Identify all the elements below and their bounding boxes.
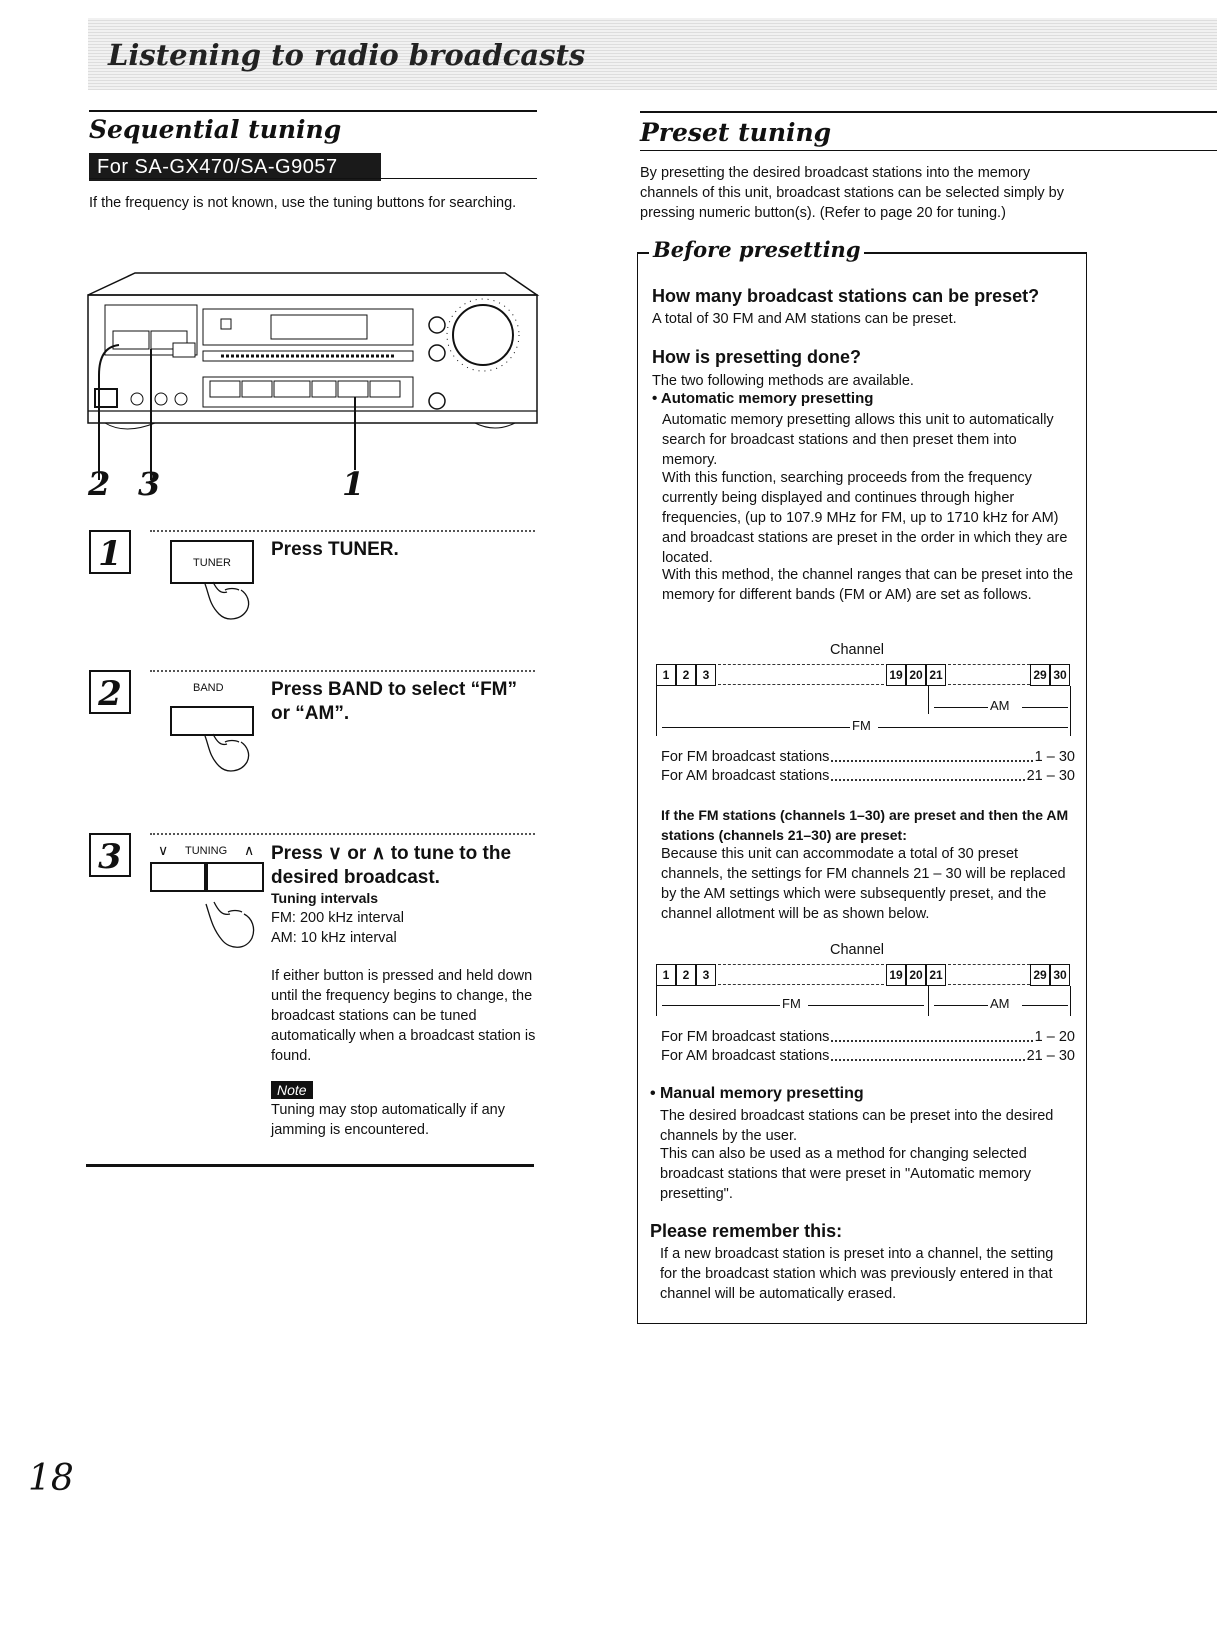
channel-cell: 29 bbox=[1030, 964, 1050, 986]
am-row-label: For AM broadcast stations bbox=[661, 1048, 830, 1064]
fm-row-label: For FM broadcast stations bbox=[661, 1029, 830, 1045]
tuner-button: TUNER bbox=[170, 540, 254, 584]
question-2: How is presetting done? bbox=[652, 347, 862, 367]
step-divider bbox=[150, 670, 535, 672]
channel-cell: 1 bbox=[656, 664, 676, 686]
band-button-label: BAND bbox=[193, 682, 224, 694]
am-interval: AM: 10 kHz interval bbox=[271, 930, 397, 946]
manual-heading: • Manual memory presetting bbox=[650, 1085, 864, 1102]
auto-text-1: Automatic memory presetting allows this unit to automatically search for broadcast stations and then preset them into memory. bbox=[662, 412, 1054, 468]
fm-label: FM bbox=[852, 718, 871, 733]
preset-intro: By presetting the desired broadcast stations into the memory channels of this unit, broadcast stations can be selected simply by pressing numeric button(s). (Refer to page 20 for tuning.) bbox=[640, 165, 1064, 221]
rule bbox=[86, 1164, 534, 1167]
sequential-title: Sequential tuning bbox=[89, 115, 342, 144]
callout-1: 1 bbox=[342, 465, 365, 503]
step-divider bbox=[150, 530, 535, 532]
note-text: Tuning may stop automatically if any jamming is encountered. bbox=[271, 1102, 505, 1138]
am-label: AM bbox=[990, 698, 1010, 713]
fm-row-value: 1 – 20 bbox=[1034, 1029, 1075, 1045]
channel-cell: 2 bbox=[676, 964, 696, 986]
tuning-down-label: ∨ bbox=[158, 842, 169, 858]
preset-title: Preset tuning bbox=[640, 118, 832, 147]
fm-row-value: 1 – 30 bbox=[1034, 749, 1075, 765]
rule bbox=[640, 150, 1217, 151]
if-text: Because this unit can accommodate a total of 30 preset channels, the settings for FM channels 21 – 30 will be replaced by the AM settings which were subsequently preset, and the channel allotment will be as shown below. bbox=[661, 846, 1066, 922]
remember-text: If a new broadcast station is preset into a channel, the setting for the broadcast station which was previously entered in that channel will be automatically erased. bbox=[660, 1246, 1054, 1302]
step-number-box: 3 bbox=[89, 833, 131, 877]
channel-cell: 19 bbox=[886, 664, 906, 686]
am-row-value: 21 – 30 bbox=[1026, 768, 1075, 784]
channel-cell: 20 bbox=[906, 664, 926, 686]
am-row-label: For AM broadcast stations bbox=[661, 768, 830, 784]
step-3-title: Press ∨ or ∧ to tune to the desired broadcast. bbox=[271, 843, 512, 888]
sequential-intro: If the frequency is not known, use the tuning buttons for searching. bbox=[89, 195, 517, 211]
channel-cell: 29 bbox=[1030, 664, 1050, 686]
hold-text: If either button is pressed and held down until the frequency begins to change, the broadcast stations can be tuned automatically when a broadcast station is found. bbox=[271, 968, 536, 1064]
diagram1-am-row bbox=[661, 766, 1075, 786]
channel-cell: 1 bbox=[656, 964, 676, 986]
channel-diagram-1 bbox=[656, 664, 1072, 744]
channel-cell: 19 bbox=[886, 964, 906, 986]
channel-cell: 21 bbox=[926, 964, 946, 986]
rule bbox=[89, 178, 537, 179]
diagram2-am-row bbox=[661, 1046, 1075, 1066]
channel-diagram-2 bbox=[656, 964, 1072, 1024]
model-badge: For SA-GX470/SA-G9057 bbox=[89, 153, 381, 181]
am-label: AM bbox=[990, 996, 1010, 1011]
answer-2: The two following methods are available. bbox=[652, 373, 914, 389]
channel-cell: 21 bbox=[926, 664, 946, 686]
manual-text-2: This can also be used as a method for changing selected broadcast stations that were preset in "Automatic memory presetting". bbox=[660, 1146, 1032, 1202]
rule bbox=[637, 252, 649, 254]
manual-text-1: The desired broadcast stations can be preset into the desired channels by the user. bbox=[660, 1108, 1054, 1144]
pressing-hand-icon bbox=[200, 900, 260, 960]
fm-interval: FM: 200 kHz interval bbox=[271, 910, 404, 926]
callout-2: 2 bbox=[88, 465, 111, 503]
fm-label: FM bbox=[782, 996, 801, 1011]
rule bbox=[89, 110, 537, 112]
auto-text-3: With this method, the channel ranges that can be preset into the memory for different bands (FM or AM) are set as follows. bbox=[662, 567, 1074, 603]
note-label: Note bbox=[271, 1081, 313, 1099]
step-1-title: Press TUNER. bbox=[271, 539, 399, 560]
tuning-button-label: TUNING bbox=[185, 845, 228, 857]
auto-text-2: With this function, searching proceeds from the frequency currently being displayed and continues through higher frequencies, (up to 107.9 MHz for FM, up to 1710 kHz for AM) and broadcast stations are preset in the order in which they are located. bbox=[662, 470, 1068, 566]
rule bbox=[640, 111, 1217, 113]
tuning-intervals-heading: Tuning intervals bbox=[271, 890, 379, 906]
step-2-title: Press BAND to select “FM” or “AM”. bbox=[271, 679, 518, 724]
channel-caption: Channel bbox=[830, 642, 885, 658]
answer-1: A total of 30 FM and AM stations can be preset. bbox=[652, 311, 957, 327]
channel-cell: 30 bbox=[1050, 664, 1070, 686]
tuning-down-button bbox=[150, 862, 206, 892]
rule bbox=[845, 252, 1087, 254]
step-number-box: 2 bbox=[89, 670, 131, 714]
page-number: 18 bbox=[28, 1458, 74, 1499]
auto-heading: • Automatic memory presetting bbox=[652, 390, 874, 407]
diagram2-fm-row bbox=[661, 1027, 1075, 1047]
remember-heading: Please remember this: bbox=[650, 1221, 843, 1241]
step-divider bbox=[150, 833, 535, 835]
step-number-box: 1 bbox=[89, 530, 131, 574]
am-row-value: 21 – 30 bbox=[1026, 1048, 1075, 1064]
channel-cell: 3 bbox=[696, 964, 716, 986]
pressing-hand-icon bbox=[195, 732, 255, 778]
if-heading: If the FM stations (channels 1–30) are preset and then the AM stations (channels 21–30) are preset: bbox=[661, 807, 1069, 843]
channel-cell: 30 bbox=[1050, 964, 1070, 986]
channel-cell: 3 bbox=[696, 664, 716, 686]
question-1: How many broadcast stations can be preset? bbox=[652, 286, 1040, 306]
tuning-up-label: ∧ bbox=[244, 842, 255, 858]
callout-3: 3 bbox=[138, 465, 161, 503]
before-presetting-title: Before presetting bbox=[650, 237, 864, 262]
fm-row-label: For FM broadcast stations bbox=[661, 749, 830, 765]
banner-title: Listening to radio broadcasts bbox=[108, 38, 586, 72]
channel-cell: 20 bbox=[906, 964, 926, 986]
channel-cell: 2 bbox=[676, 664, 696, 686]
tuning-up-button bbox=[206, 862, 264, 892]
channel-caption: Channel bbox=[830, 942, 885, 958]
diagram1-fm-row bbox=[661, 747, 1075, 767]
pressing-hand-icon bbox=[195, 580, 255, 626]
